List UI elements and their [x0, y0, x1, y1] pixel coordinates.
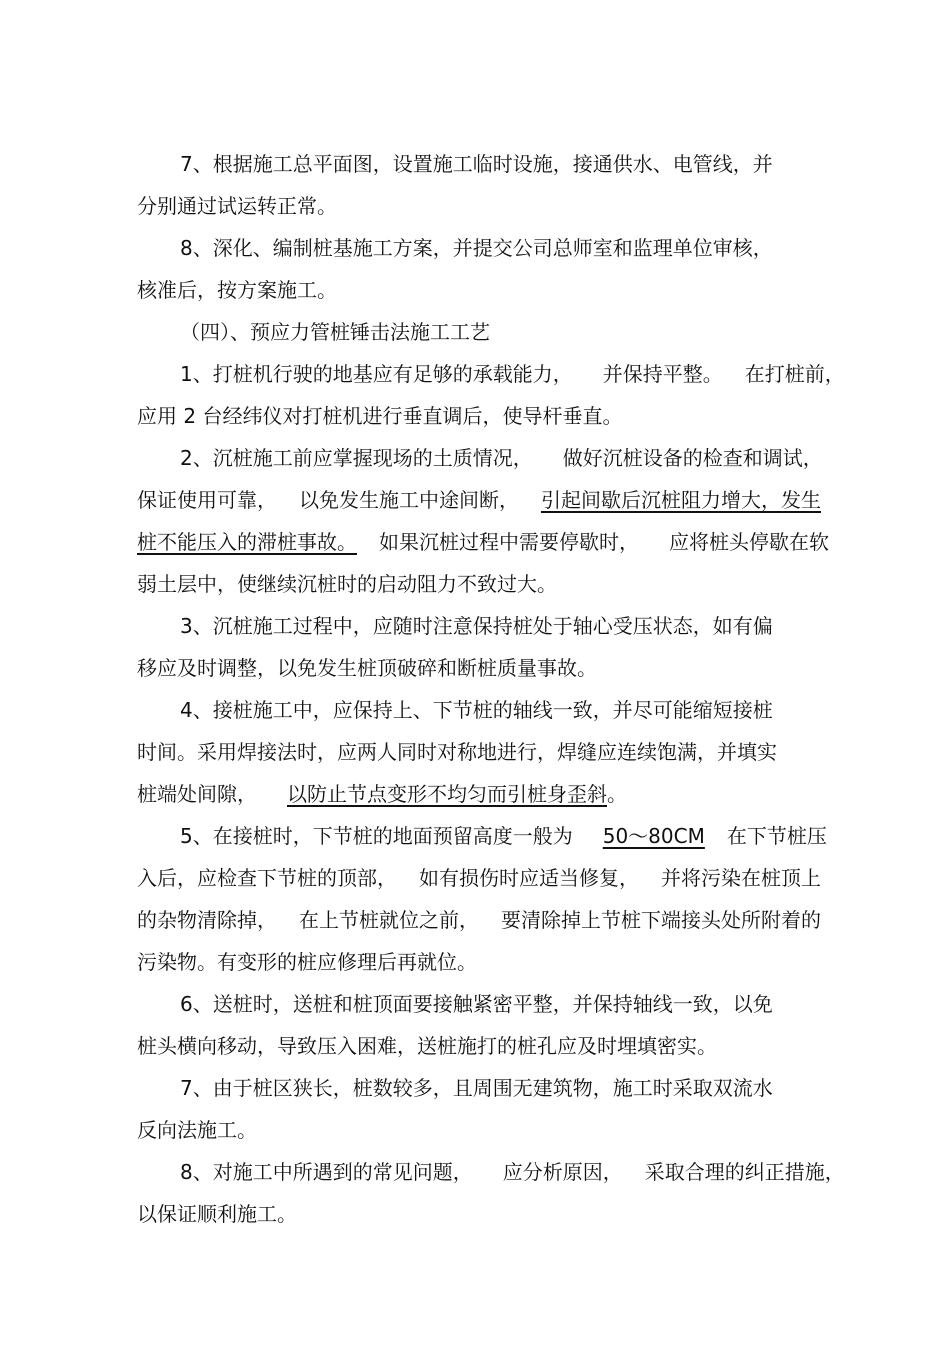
item-5-text-i: 要清除掉上节桩下端接头处所附着的	[501, 908, 821, 932]
item-2-line-1	[180, 442, 900, 474]
para-8-line-2: 核准后，按方案施工。	[137, 278, 337, 302]
item-5-text-g: 的杂物清除掉，	[137, 908, 277, 932]
section-heading: （四）、预应力管桩锤击法施工工艺	[180, 320, 490, 344]
para-7-line-1: 7、根据施工总平面图，设置施工临时设施，接通供水、电管线，并	[180, 152, 773, 176]
item-4-underlined: 以防止节点变形不均匀而引桩身歪斜	[287, 782, 607, 806]
item-8-text-a: 8、对施工中所遇到的常见问题，	[180, 1160, 473, 1184]
item-3-line-1: 3、沉桩施工过程中，应随时注意保持桩处于轴心受压状态，如有偏	[180, 614, 773, 638]
para-7-line-2: 分别通过试运转正常。	[137, 194, 337, 218]
item-2-text-b: 做好沉桩设备的检查和调试，	[562, 446, 823, 470]
item-3-line-2: 移应及时调整，以免发生桩顶破碎和断桩质量事故。	[137, 656, 597, 680]
item-5-line-1	[180, 820, 900, 852]
item-5-line-2	[137, 862, 857, 894]
item-1-line-2: 应用 2 台经纬仪对打桩机进行垂直调后，使导杆垂直。	[137, 404, 623, 428]
item-2-line-4: 弱土层中，使继续沉桩时的启动阻力不致过大。	[137, 572, 557, 596]
item-2-text-e: 如果沉桩过程中需要停歇时，	[379, 530, 639, 554]
item-5-text-h: 在上节桩就位之前，	[299, 908, 479, 932]
item-6-line-2: 桩头横向移动，导致压入困难，送桩施打的桩孔应及时埋填密实。	[137, 1034, 717, 1058]
item-4-line-2: 时间。采用焊接法时，应两人同时对称地进行，焊缝应连续饱满，并填实	[137, 740, 777, 764]
item-2-underlined-1: 引起间歇后沉桩阻力增大，发生	[541, 488, 821, 512]
item-5-line-4: 污染物。有变形的桩应修理后再就位。	[137, 950, 477, 974]
item-2-text-f: 应将桩头停歇在软	[669, 530, 829, 554]
item-2-text-d: 以免发生施工中途间断，	[299, 488, 519, 512]
item-7-line-2: 反向法施工。	[137, 1118, 257, 1142]
item-8-text-b: 应分析原因，	[502, 1160, 623, 1184]
item-5-underlined: 50～80CM	[602, 824, 705, 848]
item-8-text-c: 采取合理的纠正措施，	[644, 1160, 845, 1184]
item-5-text-d: 入后，应检查下节桩的顶部，	[137, 866, 397, 890]
item-2-text-c: 保证使用可靠，	[137, 488, 277, 512]
item-8-line-1	[180, 1156, 900, 1188]
item-7-line-1: 7、由于桩区狭长，桩数较多，且周围无建筑物，施工时采取双流水	[180, 1076, 773, 1100]
item-5-text-f: 并将污染在桩顶上	[661, 866, 821, 890]
para-8-line-1: 8、深化、编制桩基施工方案，并提交公司总师室和监理单位审核，	[180, 236, 773, 260]
item-1-text-c: 在打桩前，	[744, 362, 845, 386]
item-4-text-a: 桩端处间隙，	[137, 782, 257, 806]
item-1-text-b: 并保持平整。	[602, 362, 723, 386]
item-5-text-c: 在下节桩压	[726, 824, 827, 848]
item-4-line-3	[137, 778, 857, 810]
item-6-line-1: 6、送桩时，送桩和桩顶面要接触紧密平整，并保持轴线一致，以免	[180, 992, 773, 1016]
item-4-line-1: 4、接桩施工中，应保持上、下节桩的轴线一致，并尽可能缩短接桩	[180, 698, 773, 722]
item-4-text-c: 。	[607, 782, 627, 806]
item-2-line-2	[137, 484, 857, 516]
item-5-line-3	[137, 904, 857, 936]
item-5-text-e: 如有损伤时应适当修复，	[419, 866, 639, 890]
item-2-text-a: 2、沉桩施工前应掌握现场的土质情况，	[180, 446, 533, 470]
item-5-text-a: 5、在接桩时，下节桩的地面预留高度一般为	[180, 824, 573, 848]
item-1-text-a: 1、打桩机行驶的地基应有足够的承载能力，	[180, 362, 573, 386]
item-2-underlined-2: 桩不能压入的滞桩事故。	[137, 530, 357, 554]
item-1-line-1	[180, 358, 900, 390]
item-8-line-2: 以保证顺利施工。	[137, 1202, 297, 1226]
item-2-line-3	[137, 526, 857, 558]
